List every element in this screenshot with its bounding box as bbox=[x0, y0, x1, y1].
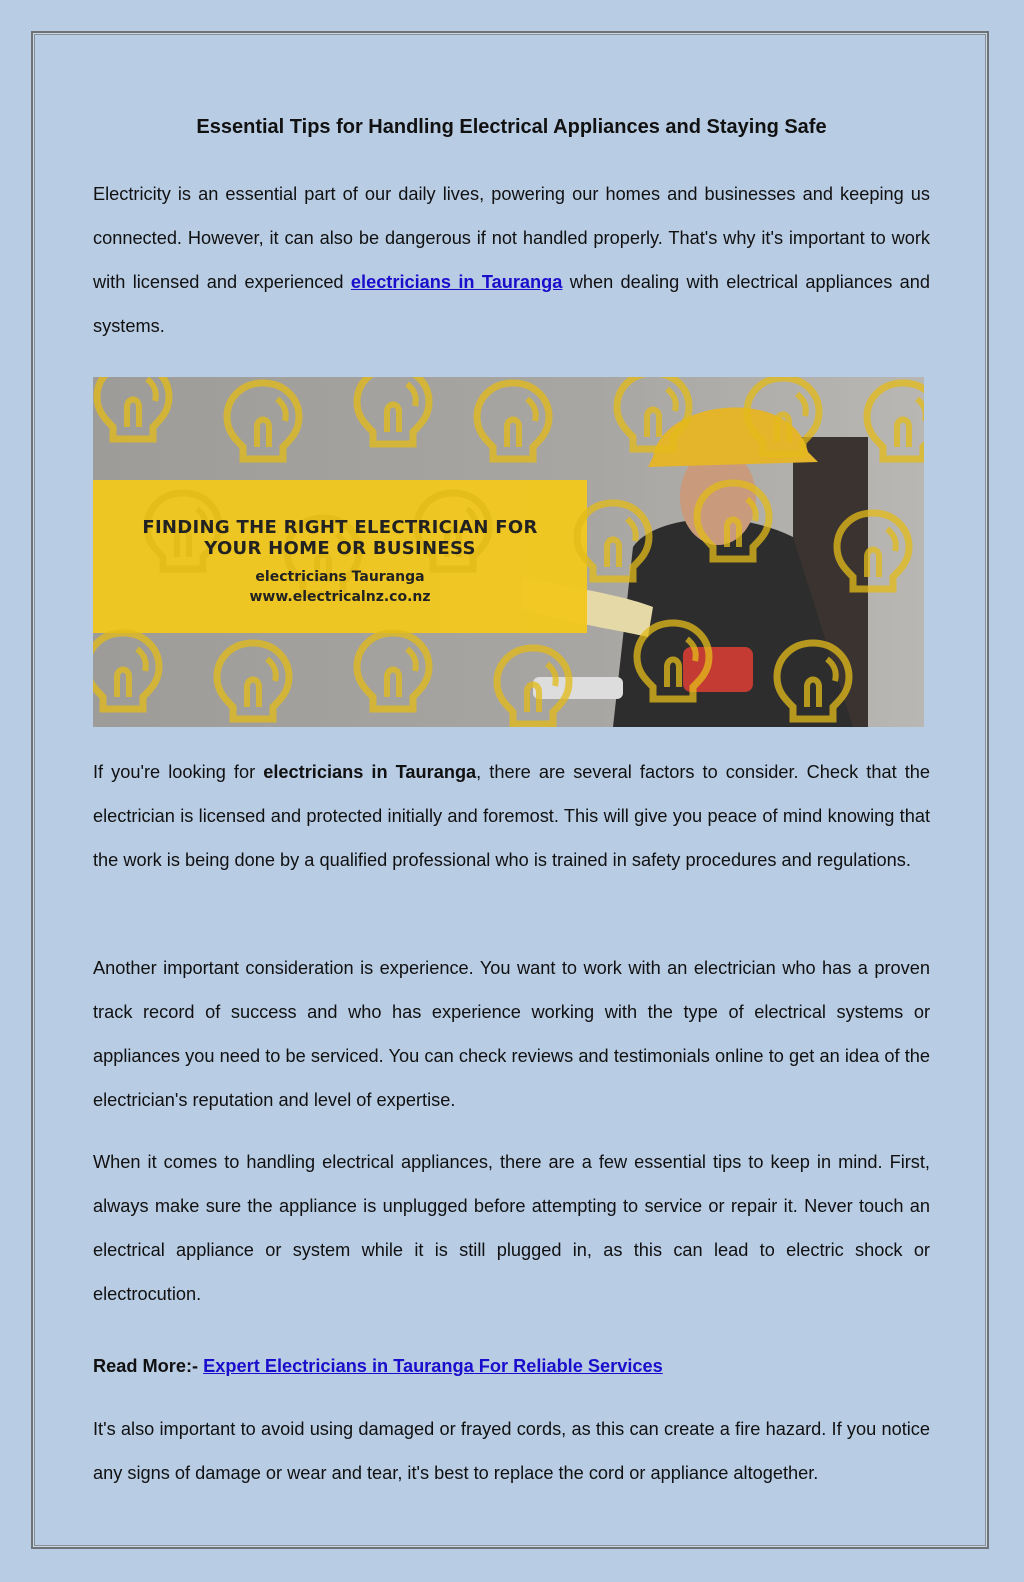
page-title: Essential Tips for Handling Electrical Appliances and Staying Safe bbox=[196, 116, 827, 138]
paragraph-experience: Another important consideration is experience. You want to work with an electrician who has a proven track record of success and who has experience working with the type of electrical systems or appliances you need to be serviced. You can check reviews and testimonials online to get an idea of the electrician's reputation and level of expertise. bbox=[93, 958, 930, 1110]
intro-paragraph bbox=[93, 172, 930, 348]
para2-bold: electricians in Tauranga bbox=[263, 762, 477, 782]
intro-text-1: Electricity is an essential part of our daily lives, powering our homes and businesses and keeping us connected. However, it can also be dangerous if not handled properly. That's why it's important to work with licensed and experienced bbox=[93, 184, 930, 292]
paragraph-cords: It's also important to avoid using damaged or frayed cords, as this can create a fire hazard. If you notice any signs of damage or wear and tear, it's best to replace the cord or appliance altogether. bbox=[93, 1419, 930, 1483]
banner-subline-2: www.electricalnz.co.nz bbox=[249, 589, 431, 605]
banner-subline-1: electricians Tauranga bbox=[255, 569, 425, 585]
para2-text-1: If you're looking for bbox=[93, 762, 264, 782]
banner-image bbox=[93, 377, 924, 727]
paragraph-factors bbox=[93, 750, 930, 882]
banner-headline-line1: FINDING THE RIGHT ELECTRICIAN FOR bbox=[142, 517, 538, 538]
para2-text-2: , there are several factors to consider. Check that the electrician is licensed and protected initially and foremost. This will give you peace of mind knowing that the work is being done by a qualified professional who is trained in safety procedures and regulations. bbox=[93, 762, 930, 870]
banner-headline bbox=[93, 517, 587, 559]
paragraph-handling-tips: When it comes to handling electrical appliances, there are a few essential tips to keep in mind. First, always make sure the appliance is unplugged before attempting to service or repair it. Never touch an electrical appliance or system while it is still plugged in, as this can lead to electric shock or electrocution. bbox=[93, 1152, 930, 1304]
read-more-link[interactable]: Expert Electricians in Tauranga For Reliable Services bbox=[203, 1356, 663, 1376]
read-more-line bbox=[93, 1344, 930, 1388]
electricians-tauranga-link[interactable]: electricians in Tauranga bbox=[350, 272, 563, 292]
intro-text-2: when dealing with electrical appliances and systems. bbox=[93, 272, 930, 336]
read-more-label: Read More:- bbox=[93, 1356, 199, 1376]
banner-headline-line2: YOUR HOME OR BUSINESS bbox=[204, 538, 476, 559]
